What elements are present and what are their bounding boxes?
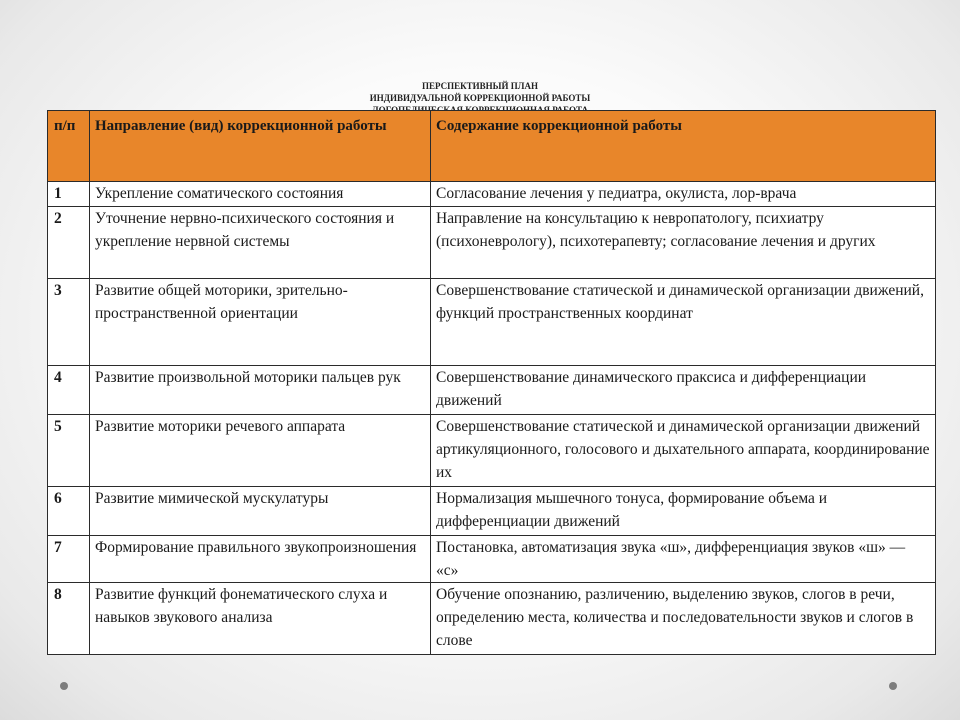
decorative-dot-left — [60, 682, 68, 690]
header-num: п/п — [48, 111, 90, 182]
row-num: 3 — [48, 279, 90, 366]
row-direction: Уточнение нервно-психического состояния и укрепление нервной системы — [90, 207, 431, 279]
header-direction: Направление (вид) коррекционной работы — [90, 111, 431, 182]
row-content: Направление на консультацию к невропатологу, психиатру (психоневрологу), психотерапевту; согласование лечения и других — [431, 207, 936, 279]
table-row — [48, 207, 936, 279]
table-row — [48, 487, 936, 536]
row-num: 7 — [48, 536, 90, 583]
row-content: Совершенствование динамического праксиса и дифференциации движений — [431, 366, 936, 415]
correction-plan-table — [47, 110, 936, 655]
row-content: Постановка, автоматизация звука «ш», дифференциация звуков «ш» — «с» — [431, 536, 936, 583]
row-direction: Укрепление соматического состояния — [90, 182, 431, 207]
row-num: 6 — [48, 487, 90, 536]
row-content: Совершенствование статической и динамической организации движений артикуляционного, голосового и дыхательного аппарата, координирование их — [431, 415, 936, 487]
table-row — [48, 279, 936, 366]
title-line-1: ПЕРСПЕКТИВНЫЙ ПЛАН — [422, 81, 538, 91]
row-num: 5 — [48, 415, 90, 487]
header-content: Содержание коррекционной работы — [431, 111, 936, 182]
table-row — [48, 536, 936, 583]
row-num: 4 — [48, 366, 90, 415]
table-row — [48, 182, 936, 207]
row-direction: Развитие функций фонематического слуха и навыков звукового анализа — [90, 583, 431, 655]
table-row — [48, 366, 936, 415]
row-content: Совершенствование статической и динамической организации движений, функций пространственных координат — [431, 279, 936, 366]
table-row — [48, 583, 936, 655]
row-direction: Развитие произвольной моторики пальцев рук — [90, 366, 431, 415]
title-line-2: ИНДИВИДУАЛЬНОЙ КОРРЕКЦИОННОЙ РАБОТЫ — [369, 93, 591, 103]
table-header-row — [48, 111, 936, 182]
decorative-dot-right — [889, 682, 897, 690]
row-direction: Формирование правильного звукопроизношения — [90, 536, 431, 583]
table-row — [48, 415, 936, 487]
row-direction: Развитие моторики речевого аппарата — [90, 415, 431, 487]
title-line-3 — [300, 104, 660, 109]
row-direction: Развитие общей моторики, зрительно-пространственной ориентации — [90, 279, 431, 366]
row-num: 2 — [48, 207, 90, 279]
row-content: Согласование лечения у педиатра, окулиста, лор-врача — [431, 182, 936, 207]
row-direction: Развитие мимической мускулатуры — [90, 487, 431, 536]
row-content: Нормализация мышечного тонуса, формирование объема и дифференциации движений — [431, 487, 936, 536]
row-num: 1 — [48, 182, 90, 207]
row-num: 8 — [48, 583, 90, 655]
slide-title — [300, 80, 660, 109]
row-content: Обучение опознанию, различению, выделению звуков, слогов в речи, определению места, количества и последовательности звуков и слогов в слове — [431, 583, 936, 655]
